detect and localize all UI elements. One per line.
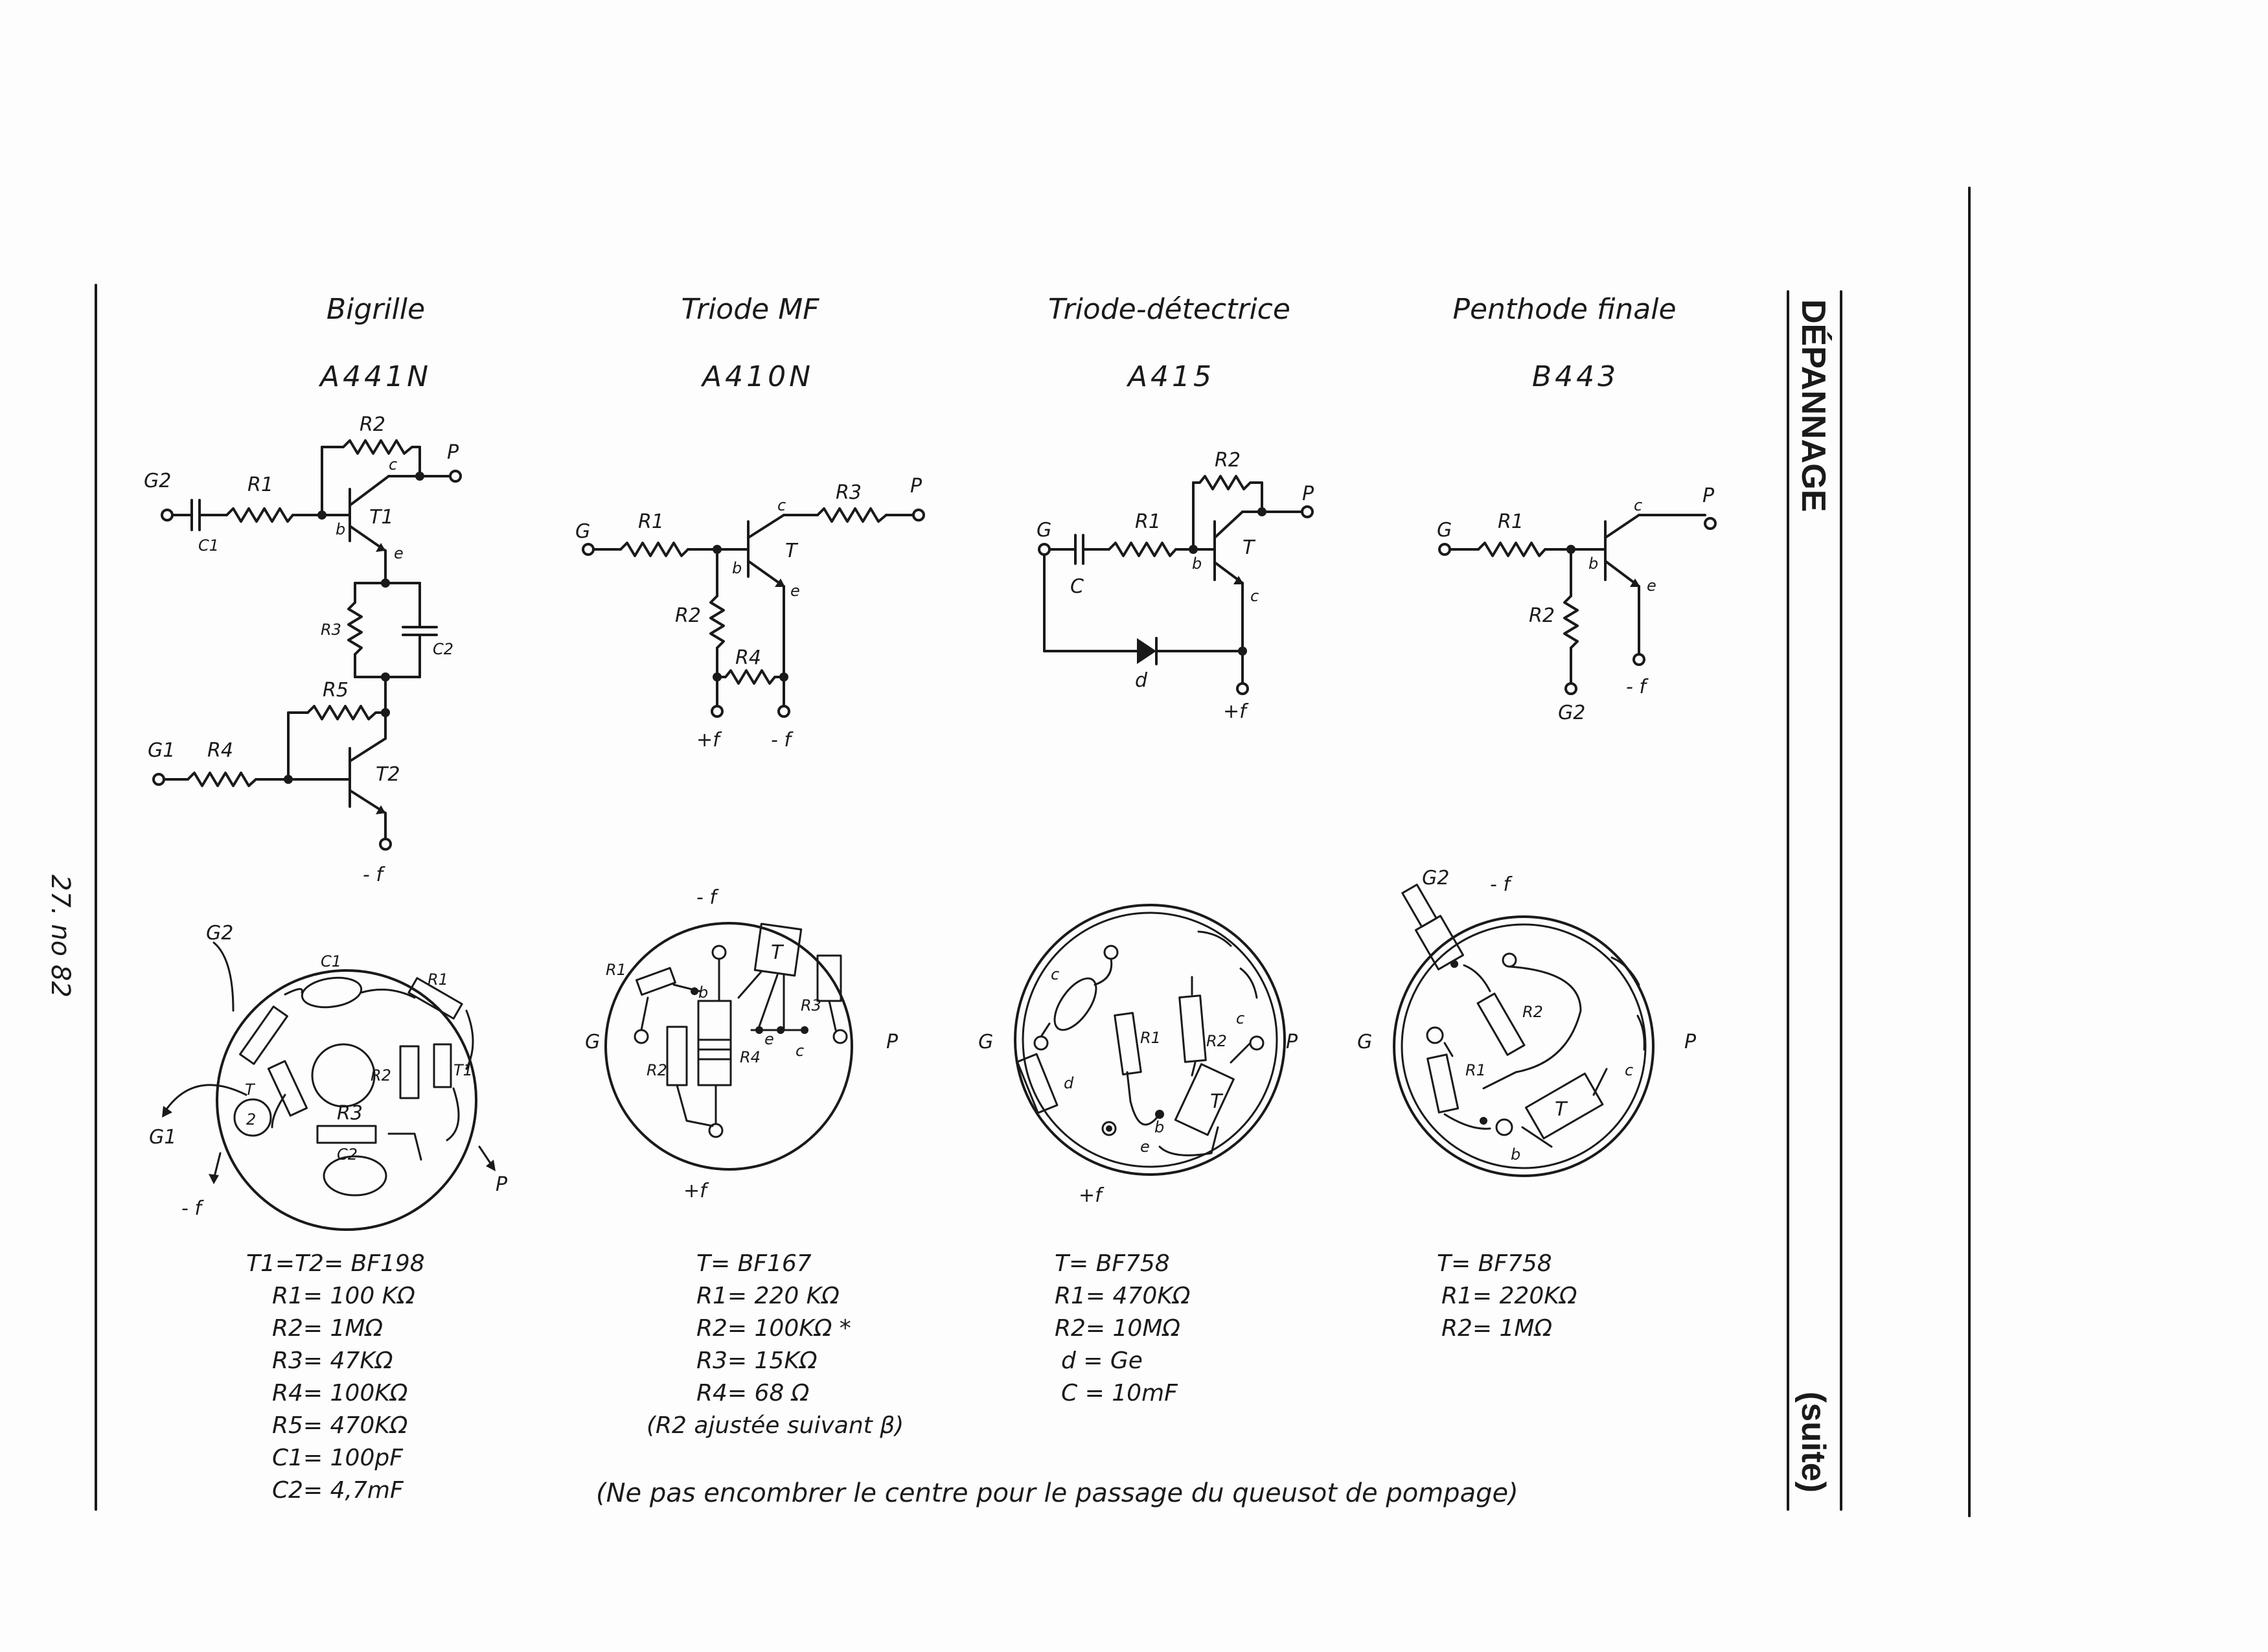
label-r1: R1	[638, 511, 664, 533]
layout-label-t: T	[771, 941, 783, 964]
layout-label-c2: C2	[337, 1145, 358, 1164]
label-b: b	[336, 520, 346, 538]
layout-label-g: G	[585, 1031, 601, 1053]
layout-r2	[400, 1046, 418, 1098]
specs-bigrille	[246, 1250, 425, 1504]
layout-label-b: b	[1511, 1145, 1521, 1164]
column-penthode-finale	[1357, 293, 1715, 1342]
pin-minus-f	[713, 946, 726, 959]
layout-label-minus-f: - f	[696, 886, 716, 909]
resistor-r2	[711, 596, 724, 648]
label-c1: C1	[198, 536, 220, 555]
resistor-r4	[188, 773, 256, 786]
layout-bigrille	[149, 922, 508, 1230]
layout-r2	[667, 1027, 687, 1085]
socket-outline	[606, 923, 852, 1169]
layout-penthode-finale	[1357, 867, 1697, 1176]
label-minus-f: - f	[771, 729, 791, 751]
terminal-g1	[154, 774, 164, 785]
layout-label-r4: R4	[740, 1048, 761, 1066]
schematic-triode-detectrice	[1037, 449, 1314, 723]
spec-line: C1= 100pF	[272, 1445, 403, 1471]
label-g: G	[1437, 519, 1452, 542]
terminal-plus-f	[712, 706, 722, 717]
layout-label-c: c	[796, 1042, 805, 1060]
spec-line: R1= 220KΩ	[1441, 1283, 1577, 1309]
label-c: c	[389, 455, 398, 474]
layout-r2	[1478, 994, 1524, 1055]
layout-label-r1: R1	[1465, 1061, 1486, 1079]
label-minus-f: - f	[363, 864, 383, 886]
label-cc: c	[1250, 587, 1259, 605]
label-d: d	[1135, 669, 1148, 692]
label-c: c	[1634, 496, 1643, 514]
resistor-r4	[717, 671, 784, 683]
spec-line: R2= 1MΩ	[1441, 1315, 1552, 1342]
label-c2: C2	[433, 640, 454, 658]
spec-line: R2= 100KΩ *	[696, 1315, 851, 1342]
spec-line: T= BF167	[696, 1250, 812, 1277]
pin-bottom	[1496, 1119, 1512, 1135]
layout-label-g1: G1	[149, 1126, 177, 1149]
hatch-right	[1241, 969, 1257, 998]
label-r2: R2	[360, 413, 385, 436]
layout-label-d: d	[1064, 1074, 1074, 1092]
terminal-plus-f	[1237, 683, 1248, 694]
layout-r4	[698, 1001, 731, 1085]
spec-line: (R2 ajustée suivant β)	[647, 1412, 904, 1439]
column-title: Bigrille	[326, 293, 426, 326]
layout-r1	[1115, 1013, 1141, 1074]
label-g: G	[1037, 519, 1052, 542]
layout-label-p: P	[496, 1173, 508, 1196]
label-e: e	[1647, 577, 1656, 595]
label-plus-f: +f	[696, 729, 720, 751]
pin-g	[1427, 1027, 1443, 1043]
layout-label-r1: R1	[1140, 1029, 1161, 1047]
resistor-r1	[227, 509, 293, 522]
label-e: e	[790, 582, 800, 600]
label-c: c	[777, 496, 786, 514]
spec-line: d = Ge	[1061, 1348, 1143, 1374]
label-t: T	[785, 540, 797, 562]
resistor-r3	[349, 602, 361, 654]
layout-label-c: c	[1625, 1061, 1634, 1079]
label-r1: R1	[1135, 511, 1161, 533]
label-t: T	[1243, 536, 1255, 559]
side-heading: DÉPANNAGE	[1794, 299, 1832, 512]
specs-triode-detectrice	[1055, 1250, 1191, 1406]
label-r3: R3	[321, 621, 341, 639]
margin-note: 27. no 82	[45, 875, 75, 998]
spec-line: R2= 1MΩ	[272, 1315, 383, 1342]
terminal-minus-f	[779, 706, 789, 717]
pin-top	[1105, 946, 1117, 959]
layout-label-minus-f: - f	[181, 1197, 201, 1220]
layout-label-g2: G2	[1422, 867, 1450, 889]
layout-label-t1: T1	[453, 1061, 473, 1079]
footer-note: (Ne pas encombrer le centre pour le passage du queusot de pompage)	[596, 1478, 1518, 1508]
layout-label-plus-f: +f	[1079, 1184, 1102, 1207]
label-minus-f: - f	[1626, 676, 1646, 698]
resistor-r1	[1478, 543, 1545, 556]
layout-label-r1: R1	[428, 970, 448, 989]
resistor-r5	[308, 706, 385, 719]
layout-label-cc: c	[1236, 1009, 1245, 1027]
spec-line: R3= 47KΩ	[272, 1348, 393, 1374]
column-model: A415	[1127, 360, 1215, 393]
terminal-g	[1439, 544, 1450, 555]
layout-c2	[317, 1126, 376, 1143]
label-r2: R2	[1215, 449, 1241, 472]
layout-label-r2: R2	[647, 1061, 667, 1079]
layout-label-e: e	[764, 1030, 774, 1048]
terminal-p	[1705, 518, 1715, 529]
spec-line: C2= 4,7mF	[272, 1477, 404, 1504]
layout-triode-detectrice	[978, 905, 1298, 1207]
label-r5: R5	[323, 679, 349, 702]
layout-label-r3: R3	[801, 996, 821, 1015]
resistor-r2	[1193, 476, 1262, 489]
layout-r1	[637, 968, 676, 994]
layout-label-p: P	[1286, 1031, 1298, 1053]
side-suite: (suite)	[1794, 1392, 1832, 1493]
column-title: Triode MF	[681, 293, 819, 326]
label-p: P	[1302, 483, 1314, 505]
layout-label-g: G	[1357, 1031, 1373, 1053]
layout-r3	[268, 1061, 306, 1116]
diode-d	[1137, 638, 1156, 664]
layout-label-t: T	[1555, 1098, 1567, 1121]
label-g2: G2	[1558, 702, 1586, 724]
layout-label-t: T	[1210, 1090, 1222, 1113]
spec-line: T= BF758	[1437, 1250, 1552, 1277]
label-r3: R3	[836, 481, 862, 504]
label-g2: G2	[144, 470, 172, 492]
terminal-g	[583, 544, 593, 555]
label-b: b	[1588, 555, 1599, 573]
resistor-r2	[1564, 596, 1577, 648]
label-r2: R2	[1529, 604, 1555, 627]
label-r2: R2	[675, 604, 701, 627]
resistor-r3	[818, 509, 886, 522]
resistor-r1	[1109, 543, 1176, 556]
layout-label-r2: R2	[1206, 1032, 1227, 1050]
spec-line: R4= 68 Ω	[696, 1380, 810, 1406]
socket-center	[312, 1044, 374, 1107]
label-r4: R4	[207, 739, 233, 762]
layout-r3	[818, 956, 841, 1001]
layout-label-p: P	[1684, 1031, 1697, 1053]
layout-label-t: T	[245, 1081, 255, 1099]
layout-t	[1175, 1064, 1233, 1135]
spec-line: R1= 100 KΩ	[272, 1283, 415, 1309]
layout-label-p: P	[886, 1031, 899, 1053]
label-g1: G1	[148, 739, 176, 762]
resistor-r1	[621, 543, 688, 556]
spec-line: T= BF758	[1055, 1250, 1170, 1277]
pin-p	[834, 1030, 847, 1043]
layout-label-c1: C1	[321, 952, 342, 970]
label-p: P	[447, 441, 459, 464]
terminal-p	[450, 471, 461, 481]
terminal-g	[1039, 544, 1049, 555]
layout-label-minus-f: - f	[1490, 873, 1510, 896]
layout-label-r1: R1	[606, 961, 626, 979]
column-model: A441N	[320, 360, 431, 393]
layout-r1	[1428, 1055, 1458, 1112]
layout-label-b: b	[698, 983, 709, 1002]
spec-line: R2= 10MΩ	[1055, 1315, 1180, 1342]
layout-label-c: c	[1051, 965, 1060, 983]
spec-line: C = 10mF	[1061, 1380, 1178, 1406]
label-b: b	[1192, 555, 1202, 573]
terminal-minus-f	[380, 839, 391, 849]
label-c: C	[1070, 575, 1084, 598]
terminal-g2	[162, 510, 172, 520]
pin-g	[635, 1030, 648, 1043]
schematic-bigrille	[144, 413, 461, 886]
layout-label-r3: R3	[337, 1102, 363, 1125]
layout-c1	[300, 974, 363, 1011]
label-g: G	[575, 520, 591, 543]
label-p: P	[1702, 485, 1715, 507]
spec-line: R5= 470KΩ	[272, 1412, 408, 1439]
layout-t1	[434, 1044, 451, 1087]
layout-r2	[1180, 996, 1206, 1062]
layout-label-r2: R2	[1522, 1003, 1543, 1021]
pin-g	[1035, 1037, 1048, 1050]
pin-p	[1250, 1037, 1263, 1050]
spec-line: R1= 470KΩ	[1055, 1283, 1191, 1309]
layout-triode-mf	[585, 886, 899, 1202]
layout-label-g2: G2	[206, 922, 234, 945]
spec-line: R1= 220 KΩ	[696, 1283, 840, 1309]
spec-line: R4= 100KΩ	[272, 1380, 408, 1406]
column-triode-detectrice	[978, 293, 1314, 1406]
layout-label-r2: R2	[371, 1066, 391, 1084]
column-model: A410N	[702, 360, 814, 393]
column-bigrille	[144, 293, 508, 1504]
schematic-penthode-finale	[1437, 485, 1715, 724]
spec-line: T1=T2= BF198	[246, 1250, 425, 1277]
terminal-p	[1302, 507, 1312, 517]
label-b: b	[732, 559, 742, 577]
column-triode-mf	[575, 293, 924, 1439]
column-title: Penthode finale	[1452, 293, 1677, 326]
specs-penthode-finale	[1437, 1250, 1577, 1342]
label-t1: T1	[369, 506, 394, 529]
terminal-g2	[1566, 683, 1576, 694]
label-r4: R4	[735, 647, 761, 669]
layout-label-g: G	[978, 1031, 994, 1053]
column-title: Triode-détectrice	[1048, 293, 1290, 326]
terminal-minus-f	[1634, 654, 1644, 665]
layout-label-e: e	[1140, 1138, 1150, 1156]
label-t2: T2	[376, 763, 400, 786]
terminal-p	[913, 510, 924, 520]
label-e: e	[394, 544, 404, 562]
specs-triode-mf	[647, 1250, 904, 1439]
layout-label-b: b	[1154, 1118, 1165, 1136]
label-plus-f: +f	[1223, 700, 1246, 723]
schematic-triode-mf	[575, 475, 924, 751]
label-r1: R1	[1498, 511, 1524, 533]
layout-label-plus-f: +f	[683, 1180, 707, 1202]
layout-label-t2: 2	[246, 1110, 257, 1129]
label-r1: R1	[247, 474, 273, 496]
pin-minus-f	[1503, 954, 1516, 967]
resistor-r2	[334, 441, 420, 453]
column-model: B443	[1531, 360, 1620, 393]
label-p: P	[910, 475, 922, 498]
spec-line: R3= 15KΩ	[696, 1348, 818, 1374]
